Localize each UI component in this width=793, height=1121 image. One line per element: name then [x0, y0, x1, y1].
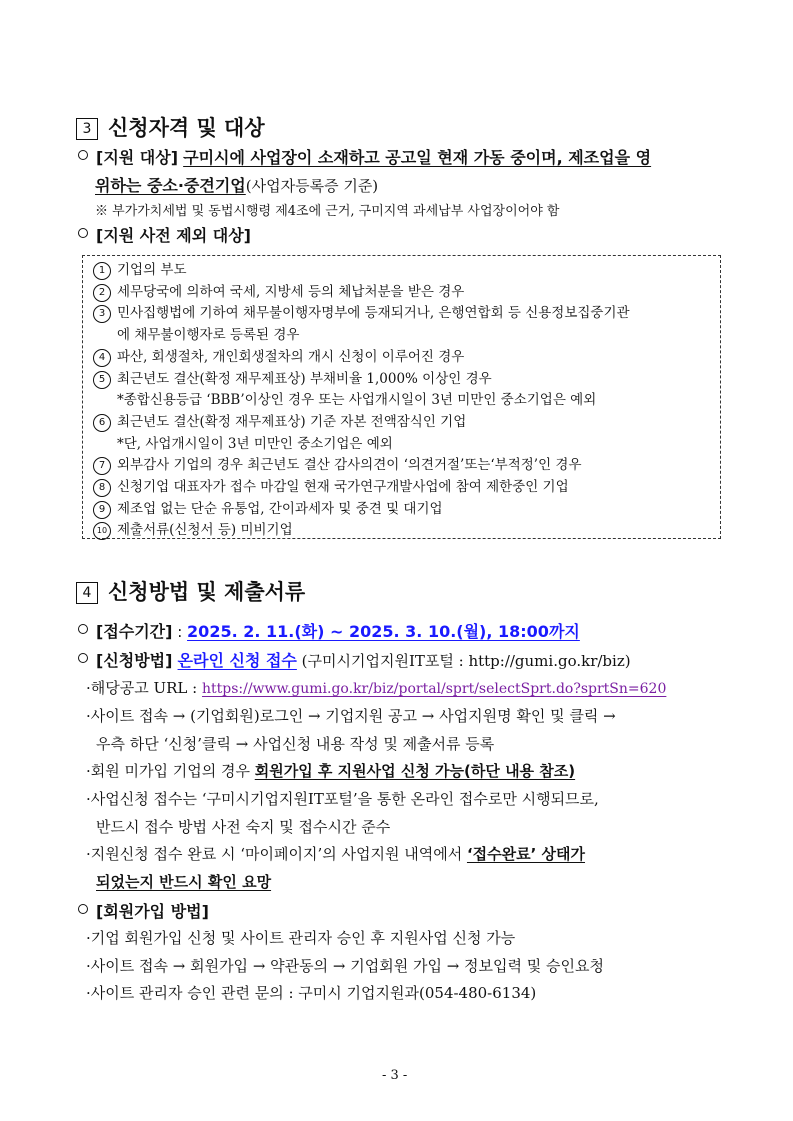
join-label: [회원가입 방법] [96, 902, 209, 921]
section3-heading [76, 112, 265, 142]
done-pre: ·지원신청 접수 완료 시 ‘마이페이지’의 사업지원 내역에서 [86, 845, 467, 863]
circled-number: 10 [93, 522, 111, 540]
period-sep: : [172, 623, 188, 641]
circled-number: 8 [93, 479, 111, 497]
ring-bullet-icon [78, 624, 88, 634]
period-label: [접수기간] [96, 622, 173, 641]
exclusion-item [93, 453, 582, 475]
period-value: 2025. 2. 11.(화) ~ 2025. 3. 10.(월), 18:00까지 [187, 622, 580, 641]
url-label: ·해당공고 URL : [86, 679, 202, 697]
exclusion-item-text: 신청기업 대표자가 접수 마감일 현재 국가연구개발사업에 참여 제한중인 기업 [117, 479, 569, 495]
method-tail: (구미시기업지원IT포털 : http://gumi.go.kr/biz) [296, 652, 631, 670]
exclusion-item [93, 497, 443, 519]
exclusion-item [117, 432, 393, 452]
support-target-line1 [78, 145, 651, 168]
exclusion-item-text: 세무당국에 의하여 국세, 지방세 등의 체납처분을 받은 경우 [117, 283, 465, 300]
exclusion-item [93, 410, 466, 432]
done-line1 [86, 843, 585, 864]
step1b-line: 우측 하단 ‘신청’클릭 → 사업신청 내용 작성 및 제출서류 등록 [96, 735, 495, 753]
ring-bullet-icon [78, 150, 88, 160]
method-value: 온라인 신청 접수 [177, 651, 297, 670]
done-line2 [96, 871, 271, 892]
circled-number: 9 [93, 501, 111, 519]
exclusion-item-text: 외부감사 기업의 경우 최근년도 결산 감사의견이 ‘의견거절’또는‘부적정’인 경우 [117, 457, 582, 474]
online-line1: ·사업신청 접수는 ‘구미시기업지원IT포털’을 통한 온라인 접수로만 시행되므로, [86, 790, 599, 808]
circled-number: 6 [93, 414, 111, 432]
exclusion-item-text: 제출서류(신청서 등) 미비기업 [117, 522, 293, 539]
circled-number: 3 [93, 305, 111, 323]
exclusion-item-text: 에 채무불이행자로 등록된 경우 [117, 327, 300, 344]
ring-bullet-icon [78, 904, 88, 914]
join-line2: ·사이트 접속 → 회원가입 → 약관동의 → 기업회원 가입 → 정보입력 및 승인요청 [86, 957, 604, 975]
exclusion-item-text: 민사집행법에 기하여 채무불이행자명부에 등재되거나, 은행연합회 등 신용정보집중기관 [117, 305, 630, 322]
support-target-text2: 위하는 중소·중견기업 [95, 176, 246, 195]
support-target-text1: 구미시에 사업장이 소재하고 공고일 현재 가동 중이며, 제조업을 영 [183, 148, 652, 167]
exclusion-item-text: 최근년도 결산(확정 재무제표상) 부채비율 1,000% 이상인 경우 [117, 370, 492, 387]
section4-heading [76, 576, 305, 606]
exclusion-item [93, 280, 464, 302]
ring-bullet-icon [78, 228, 88, 238]
section3-title: 신청자격 및 대상 [108, 116, 265, 140]
section3-number: 3 [76, 118, 98, 140]
section4-title: 신청방법 및 제출서류 [108, 580, 306, 604]
done-bold1: ‘접수완료’ 상태가 [466, 845, 586, 863]
method-line [78, 648, 631, 671]
nonmember-bold: 회원가입 후 지원사업 신청 가능(하단 내용 참조) [254, 762, 576, 780]
announcement-url-link[interactable]: https://www.gumi.go.kr/biz/portal/sprt/selectSprt.do?sprtSn=620 [201, 681, 667, 697]
exclusion-label: [지원 사전 제외 대상] [96, 226, 251, 245]
method-label: [신청방법] [96, 651, 173, 670]
step1-line: ·사이트 접속 → (기업회원)로그인 → 기업지원 공고 → 사업지원명 확인 및 클릭 → [86, 707, 616, 725]
circled-number: 4 [93, 349, 111, 367]
support-target-line2 [95, 173, 378, 196]
circled-number: 5 [93, 371, 111, 389]
online-line2: 반드시 접수 방법 사전 숙지 및 접수시간 준수 [96, 818, 391, 836]
circled-number: 7 [93, 457, 111, 475]
exclusion-item [117, 388, 596, 408]
support-target-note: ※ 부가가치세법 및 동법시행령 제4조에 근거, 구미지역 과세납부 사업장이어야 함 [95, 204, 560, 219]
exclusion-item [93, 345, 464, 367]
nonmember-line [86, 760, 575, 781]
exclusion-item-text: *종합신용등급 ‘BBB’이상인 경우 또는 사업개시일이 3년 미만인 중소기업은 예외 [117, 392, 597, 409]
exclusion-item-text: 파산, 회생절차, 개인회생절차의 개시 신청이 이루어진 경우 [117, 348, 465, 365]
exclusion-item [93, 518, 293, 540]
section4-number: 4 [76, 582, 98, 604]
exclusion-item [93, 258, 187, 280]
period-line [78, 619, 580, 642]
exclusion-item-text: 제조업 없는 단순 유통업, 간이과세자 및 중견 및 대기업 [117, 500, 443, 517]
page-number: - 3 - [382, 1068, 408, 1083]
join-line1: ·기업 회원가입 신청 및 사이트 관리자 승인 후 지원사업 신청 가능 [86, 929, 516, 947]
exclusion-item-text: 최근년도 결산(확정 재무제표상) 기준 자본 전액잠식인 기업 [117, 413, 467, 430]
exclusion-heading [78, 223, 251, 246]
support-target-text2-tail: (사업자등록증 기준) [245, 177, 379, 195]
exclusion-item-text: 기업의 부도 [117, 262, 187, 278]
exclusion-item-text: *단, 사업개시일이 3년 미만인 중소기업은 예외 [117, 435, 393, 452]
circled-number: 1 [93, 262, 111, 280]
ring-bullet-icon [78, 653, 88, 663]
url-line [86, 677, 666, 698]
exclusion-item [93, 367, 492, 389]
done-bold2: 되었는지 반드시 확인 요망 [96, 873, 272, 891]
exclusion-item [117, 323, 299, 343]
circled-number: 2 [93, 284, 111, 302]
exclusion-item [93, 475, 569, 497]
nonmember-pre: ·회원 미가입 기업의 경우 [86, 762, 255, 780]
join-line3: ·사이트 관리자 승인 관련 문의 : 구미시 기업지원과(054-480-6134) [86, 984, 537, 1002]
join-heading [78, 899, 209, 922]
support-target-label: [지원 대상] [96, 148, 179, 167]
exclusion-item [93, 301, 630, 323]
